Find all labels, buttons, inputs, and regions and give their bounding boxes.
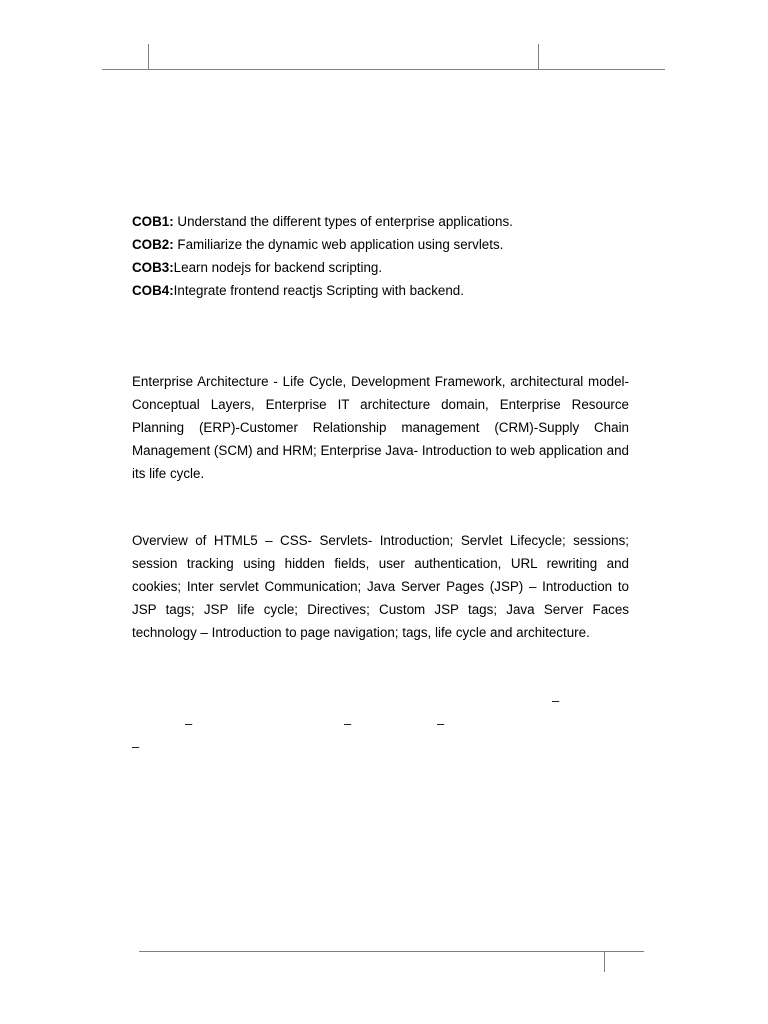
header-divider-left [148, 44, 149, 70]
objective-text: Learn nodejs for backend scripting. [173, 260, 383, 275]
objective-text: Familiarize the dynamic web application using servlets. [173, 237, 504, 252]
objective-text: Integrate frontend reactjs Scripting with backend. [173, 283, 464, 298]
objective-code: COB4: [132, 283, 174, 298]
unit-2-paragraph: Overview of HTML5 – CSS- Servlets- Introduction; Servlet Lifecycle; sessions; session tracking using hidden fields, user authentication, URL rewriting and cookies; Inter servlet Communication; Java Server Pages (JSP) – Introduction to JSP tags; JSP life cycle; Directives; Custom JSP tags; Java Server Faces technology – Introduction to page navigation; tags, life cycle and architecture. [132, 533, 629, 640]
header-divider-right [538, 44, 539, 70]
objective-code: COB1: [132, 214, 174, 229]
objective-item [132, 210, 652, 233]
course-objectives-list [132, 210, 652, 302]
unit-1-paragraph: Enterprise Architecture - Life Cycle, Development Framework, architectural model- Conceptual Layers, Enterprise IT architecture domain, Enterprise Resource Planning (ERP)-Customer Relationship management (CRM)-Supply Chain Management (SCM) and HRM; Enterprise Java- Introduction to web application and its life cycle. [132, 374, 629, 481]
dash-mark: – [437, 716, 445, 731]
objective-item [132, 279, 652, 302]
footer-rule [139, 951, 644, 952]
objective-code: COB3: [132, 260, 174, 275]
footer-divider [604, 952, 605, 972]
objective-item [132, 256, 652, 279]
dash-mark: – [552, 693, 560, 708]
header-rule [102, 69, 665, 70]
objective-item [132, 233, 652, 256]
objective-code: COB2: [132, 237, 174, 252]
dash-mark: – [132, 739, 140, 754]
dash-mark: – [344, 716, 352, 731]
dash-mark: – [185, 716, 193, 731]
objective-text: Understand the different types of enterprise applications. [173, 214, 513, 229]
